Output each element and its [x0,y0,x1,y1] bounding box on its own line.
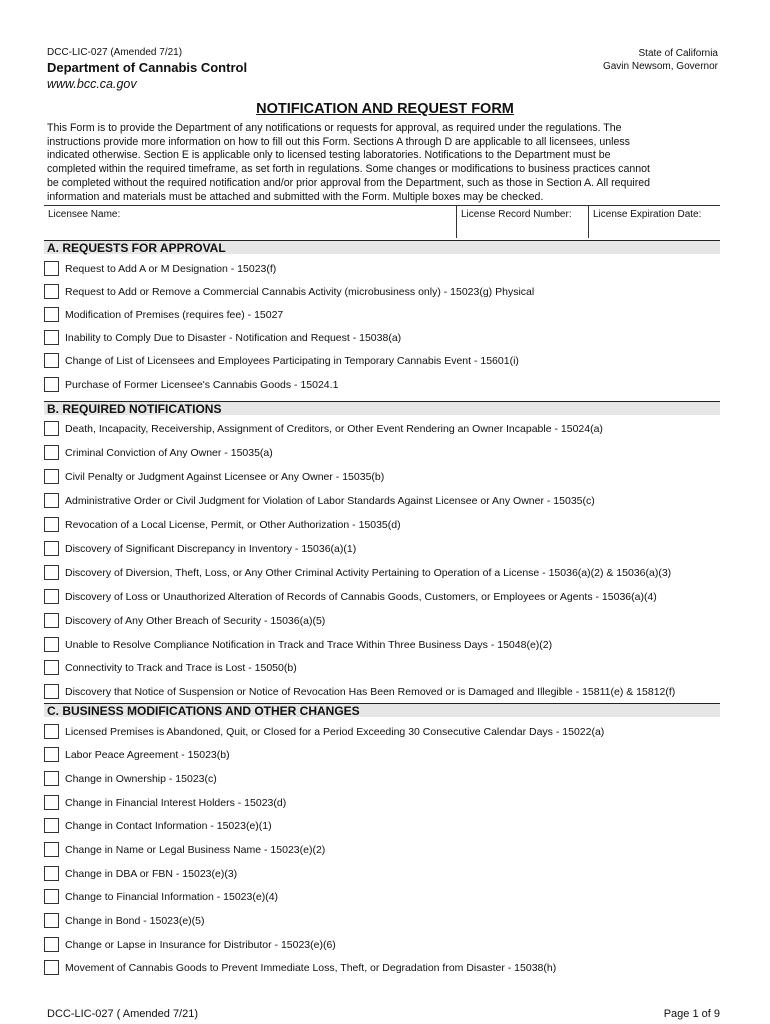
checkbox-label: Administrative Order or Civil Judgment for Violation of Labor Standards Against Licensee or Any Owner - 15035(c) [65,495,595,507]
form-id: DCC-LIC-027 (Amended 7/21) [47,47,183,58]
checkbox-label: Discovery that Notice of Suspension or Notice of Revocation Has Been Removed or is Damaged and Illegible - 15811(e) & 15812(f) [65,686,676,698]
checkbox[interactable] [44,913,59,928]
checkbox[interactable] [44,660,59,675]
section-c-heading: C. BUSINESS MODIFICATIONS AND OTHER CHANGES [44,703,720,717]
licensee-name-field[interactable] [44,206,456,238]
checkbox-label: Request to Add or Remove a Commercial Cannabis Activity (microbusiness only) - 15023(g) Physical [65,286,535,298]
checkbox-label: Discovery of Significant Discrepancy in Inventory - 15036(a)(1) [65,543,357,555]
page-number: Page 1 of 9 [663,1008,720,1020]
checkbox-label: Discovery of Any Other Breach of Security - 15036(a)(5) [65,615,326,627]
checkbox-label: Modification of Premises (requires fee) - 15027 [65,309,284,321]
checkbox-label: Movement of Cannabis Goods to Prevent Immediate Loss, Theft, or Degradation from Disaster - 15038(h) [65,962,557,974]
checkbox-label: Purchase of Former Licensee's Cannabis Goods - 15024.1 [65,379,339,391]
checkbox[interactable] [44,937,59,952]
checkbox[interactable] [44,541,59,556]
checkbox-label: Discovery of Loss or Unauthorized Alteration of Records of Cannabis Goods, Customers, or Employees or Agents - 15036(a)(4) [65,591,657,603]
checkbox[interactable] [44,613,59,628]
intro-line: information and materials must be attached and submitted with the Form. Multiple boxes may be checked. [47,190,544,203]
checkbox-item[interactable] [44,913,734,931]
checkbox-label: Request to Add A or M Designation - 15023(f) [65,263,277,275]
section-b-heading: B. REQUIRED NOTIFICATIONS [44,401,720,415]
checkbox[interactable] [44,889,59,904]
checkbox[interactable] [44,684,59,699]
checkbox-item[interactable] [44,724,734,742]
checkbox[interactable] [44,795,59,810]
checkbox-label: Change in Name or Legal Business Name - 15023(e)(2) [65,844,326,856]
checkbox[interactable] [44,589,59,604]
checkbox-item[interactable] [44,960,734,978]
checkbox[interactable] [44,493,59,508]
license-expiration-date-field[interactable] [588,206,720,238]
checkbox[interactable] [44,724,59,739]
checkbox[interactable] [44,771,59,786]
website-link[interactable]: www.bcc.ca.gov [47,77,137,91]
form-title: NOTIFICATION AND REQUEST FORM [256,101,514,117]
checkbox-label: Change of List of Licensees and Employees Participating in Temporary Cannabis Event - 15601(i) [65,355,519,367]
checkbox-label: Connectivity to Track and Trace is Lost - 15050(b) [65,662,297,674]
checkbox[interactable] [44,637,59,652]
checkbox[interactable] [44,565,59,580]
checkbox-item[interactable] [44,613,734,631]
checkbox[interactable] [44,818,59,833]
checkbox-label: Change in Contact Information - 15023(e)(1) [65,820,272,832]
checkbox-item[interactable] [44,284,734,302]
checkbox-item[interactable] [44,660,734,678]
checkbox[interactable] [44,353,59,368]
checkbox-item[interactable] [44,330,734,348]
checkbox[interactable] [44,284,59,299]
checkbox[interactable] [44,261,59,276]
intro-line: be completed without the required notification and/or prior approval from the Department, such as those in Section A. All required [47,176,651,189]
checkbox-label: Change in DBA or FBN - 15023(e)(3) [65,868,238,880]
checkbox-item[interactable] [44,771,734,789]
checkbox[interactable] [44,747,59,762]
checkbox-label: Unable to Resolve Compliance Notification in Track and Trace Within Three Business Days - 15048(e)(2) [65,639,553,651]
checkbox-item[interactable] [44,493,734,511]
checkbox-item[interactable] [44,747,734,765]
checkbox-label: Change in Bond - 15023(e)(5) [65,915,205,927]
checkbox[interactable] [44,445,59,460]
checkbox-item[interactable] [44,795,734,813]
checkbox[interactable] [44,307,59,322]
intro-line: This Form is to provide the Department of any notifications or requests for approval, as required under the regulations. The [47,122,622,134]
department-name: Department of Cannabis Control [47,60,248,75]
checkbox-label: Civil Penalty or Judgment Against Licensee or Any Owner - 15035(b) [65,471,385,483]
checkbox-item[interactable] [44,889,734,907]
checkbox-label: Change to Financial Information - 15023(e)(4) [65,891,279,903]
footer-form-id: DCC-LIC-027 ( Amended 7/21) [47,1008,199,1020]
checkbox-item[interactable] [44,517,734,535]
checkbox-label: Criminal Conviction of Any Owner - 15035(a) [65,447,273,459]
checkbox-label: Inability to Comply Due to Disaster - Notification and Request - 15038(a) [65,332,402,344]
intro-text [47,122,723,204]
checkbox-label: Discovery of Diversion, Theft, Loss, or Any Other Criminal Activity Pertaining to Operation of a License - 15036(a)(2) & 15036(a)(3) [65,567,672,579]
licensee-name-label: Licensee Name: [48,209,121,220]
license-expiration-date-label: License Expiration Date: [593,209,702,220]
checkbox[interactable] [44,842,59,857]
licensee-info-row [44,205,720,238]
checkbox-item[interactable] [44,469,734,487]
checkbox-item[interactable] [44,377,734,395]
intro-line: indicated otherwise. Section E is applicable only to licensed testing laboratories. Notifications to the Department must be [47,149,611,162]
checkbox-item[interactable] [44,842,734,860]
checkbox[interactable] [44,330,59,345]
checkbox-item[interactable] [44,261,734,279]
license-record-number-field[interactable] [456,206,588,238]
checkbox[interactable] [44,960,59,975]
checkbox[interactable] [44,517,59,532]
checkbox[interactable] [44,421,59,436]
checkbox-item[interactable] [44,866,734,884]
checkbox-label: Change in Financial Interest Holders - 15023(d) [65,797,287,809]
checkbox-item[interactable] [44,937,734,955]
governor-name: Gavin Newsom, Governor [602,61,718,72]
state-name: State of California [638,48,718,59]
checkbox-label: Revocation of a Local License, Permit, or Other Authorization - 15035(d) [65,519,401,531]
checkbox-label: Labor Peace Agreement - 15023(b) [65,749,230,761]
section-a-heading: A. REQUESTS FOR APPROVAL [44,240,720,254]
checkbox-item[interactable] [44,445,734,463]
checkbox[interactable] [44,469,59,484]
checkbox-item[interactable] [44,421,734,439]
checkbox-item[interactable] [44,307,734,325]
checkbox-item[interactable] [44,684,734,702]
checkbox[interactable] [44,866,59,881]
checkbox-label: Licensed Premises is Abandoned, Quit, or Closed for a Period Exceeding 30 Consecutive Calendar Days - 15022(a) [65,726,605,738]
checkbox-item[interactable] [44,818,734,836]
checkbox-label: Change in Ownership - 15023(c) [65,773,217,785]
intro-line: completed within the required timeframe, as set forth in regulations. Some changes or modifications to business practices cannot [47,163,650,176]
checkbox-item[interactable] [44,541,734,559]
intro-line: instructions provide more information on how to fill out this Form. Sections A through D are applicable to all licensees, unless [47,135,630,148]
checkbox-label: Death, Incapacity, Receivership, Assignment of Creditors, or Other Event Rendering an Owner Incapable - 15024(a) [65,423,603,435]
checkbox-item[interactable] [44,589,734,607]
checkbox-item[interactable] [44,637,734,655]
checkbox-item[interactable] [44,353,734,371]
checkbox-item[interactable] [44,565,734,583]
checkbox-label: Change or Lapse in Insurance for Distributor - 15023(e)(6) [65,939,336,951]
checkbox[interactable] [44,377,59,392]
license-record-number-label: License Record Number: [461,209,572,220]
